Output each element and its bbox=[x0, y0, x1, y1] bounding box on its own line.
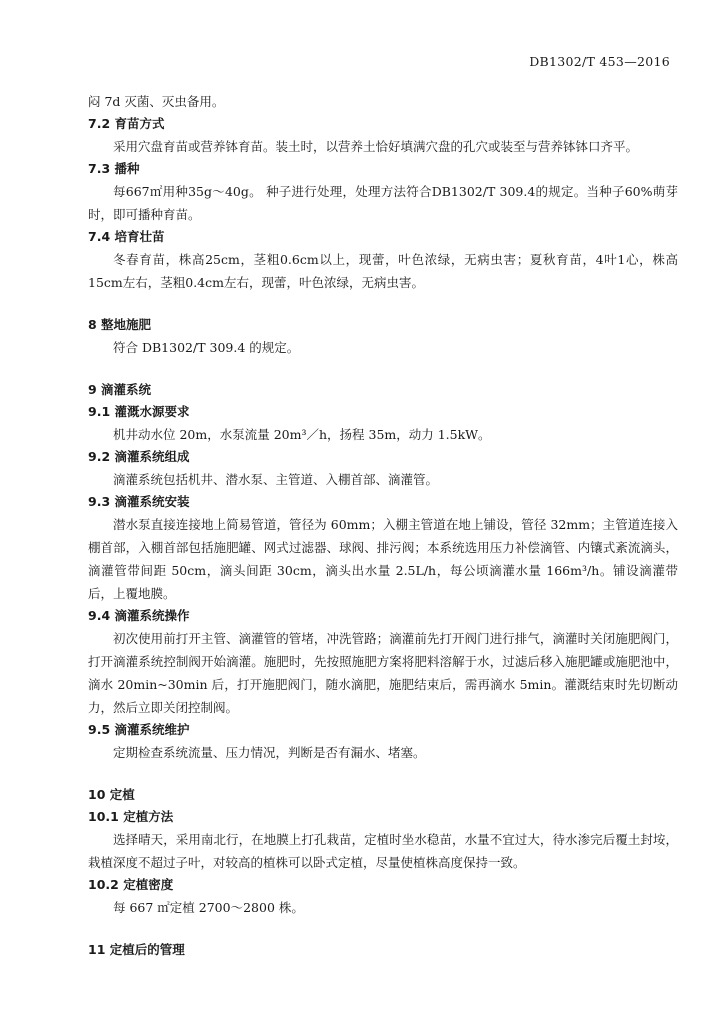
subsection-heading: 9.5 滴灌系统维护 bbox=[88, 722, 190, 737]
section-heading: 11 定植后的管理 bbox=[88, 942, 185, 957]
subsection-heading: 10.2 定植密度 bbox=[88, 877, 174, 892]
paragraph: 定期检查系统流量、压力情况，判断是否有漏水、堵塞。 bbox=[113, 745, 426, 760]
paragraph: 潜水泵直接连接地上简易管道，管径为 60mm；入棚主管道在地上铺设，管径 32mm；主管道连接入棚首部，入棚首部包括施肥罐、网式过滤器、球阀、排污阀；本系统选用压力补偿滴管、内镶式紊流滴头，滴灌管带间距 50cm，滴头间距 30cm，滴头出水量 2.5L/h，每公顷滴灌水量 166m³/h。铺设滴灌带后，上覆地膜。 bbox=[88, 517, 678, 601]
paragraph: 闷 7d 灭菌、灭虫备用。 bbox=[88, 94, 225, 109]
subsection-heading: 9.4 滴灌系统操作 bbox=[88, 608, 190, 623]
section-heading: 10 定植 bbox=[88, 787, 135, 802]
paragraph: 选择晴天，采用南北行，在地膜上打孔栽苗，定植时坐水稳苗，水量不宜过大，待水渗完后覆土封垵，栽植深度不超过子叶，对较高的植株可以卧式定植，尽量使植株高度保持一致。 bbox=[88, 832, 678, 870]
paragraph: 符合 DB1302/T 309.4 的规定。 bbox=[113, 340, 300, 355]
paragraph: 采用穴盘育苗或营养钵育苗。装土时，以营养土恰好填满穴盘的孔穴或装至与营养钵钵口齐平。 bbox=[113, 139, 639, 154]
paragraph: 每 667 ㎡定植 2700～2800 株。 bbox=[113, 900, 304, 915]
subsection-heading: 10.1 定植方法 bbox=[88, 809, 174, 824]
subsection-heading: 9.3 滴灌系统安装 bbox=[88, 494, 190, 509]
section-heading: 8 整地施肥 bbox=[88, 317, 152, 332]
section-heading: 9 滴灌系统 bbox=[88, 382, 152, 397]
paragraph: 初次使用前打开主管、滴灌管的管堵，冲洗管路；滴灌前先打开阀门进行排气，滴灌时关闭施肥阀门，打开滴灌系统控制阀开始滴灌。施肥时，先按照施肥方案将肥料溶解于水，过滤后移入施肥罐或施肥池中，滴水 20min~30min 后，打开施肥阀门，随水滴肥，施肥结束后，需再滴水 5min。灌溉结束时先切断动力，然后立即关闭控制阀。 bbox=[88, 631, 678, 715]
subsection-heading: 7.2 育苗方式 bbox=[88, 116, 165, 131]
subsection-heading: 7.4 培育壮苗 bbox=[88, 229, 165, 244]
subsection-heading: 9.2 滴灌系统组成 bbox=[88, 449, 190, 464]
document-number: DB1302/T 453—2016 bbox=[529, 54, 670, 69]
subsection-heading: 7.3 播种 bbox=[88, 161, 140, 176]
paragraph: 机井动水位 20m，水泵流量 20m³／h，扬程 35m，动力 1.5kW。 bbox=[113, 427, 491, 442]
paragraph: 冬春育苗，株高25cm，茎粗0.6cm以上，现蕾，叶色浓绿，无病虫害；夏秋育苗，4叶1心，株高15cm左右，茎粗0.4cm左右，现蕾，叶色浓绿，无病虫害。 bbox=[88, 252, 678, 290]
paragraph: 滴灌系统包括机井、潜水泵、主管道、入棚首部、滴灌管。 bbox=[113, 472, 439, 487]
document-body bbox=[88, 90, 678, 961]
paragraph: 每667㎡用种35g～40g。 种子进行处理，处理方法符合DB1302/T 309.4的规定。当种子60%萌芽时，即可播种育苗。 bbox=[88, 184, 678, 222]
subsection-heading: 9.1 灌溉水源要求 bbox=[88, 404, 190, 419]
